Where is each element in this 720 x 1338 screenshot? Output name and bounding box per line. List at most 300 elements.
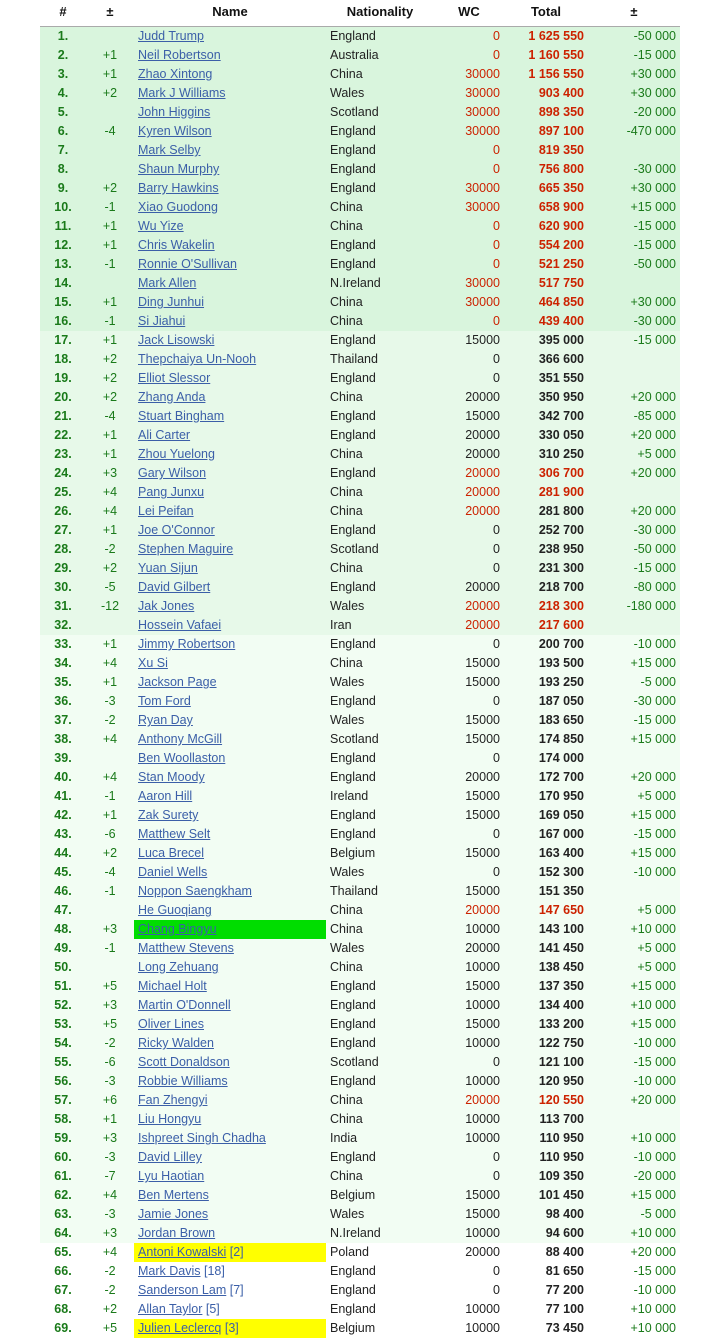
cell-wc: 30000 — [434, 293, 504, 312]
cell-rank: 55. — [40, 1053, 86, 1072]
cell-name — [134, 1224, 326, 1243]
cell-nat: England — [326, 749, 434, 768]
cell-delta: +20 000 — [588, 1243, 680, 1262]
cell-move: +1 — [86, 65, 134, 84]
cell-total: 169 050 — [504, 806, 588, 825]
cell-rank: 29. — [40, 559, 86, 578]
cell-wc: 30000 — [434, 103, 504, 122]
cell-delta: +15 000 — [588, 654, 680, 673]
player-link[interactable]: Pang Junxu — [138, 485, 204, 499]
cell-move: +1 — [86, 673, 134, 692]
cell-name — [134, 920, 326, 939]
player-link[interactable]: Chris Wakelin — [138, 238, 215, 252]
cell-name — [134, 483, 326, 502]
cell-move — [86, 160, 134, 179]
cell-total: 110 950 — [504, 1148, 588, 1167]
cell-nat: China — [326, 217, 434, 236]
cell-wc: 15000 — [434, 1205, 504, 1224]
column-header-total: Total — [504, 0, 588, 27]
player-link[interactable]: Yuan Sijun — [138, 561, 198, 575]
cell-total: 101 450 — [504, 1186, 588, 1205]
cell-name — [134, 293, 326, 312]
table-row — [40, 1015, 680, 1034]
cell-delta: +30 000 — [588, 65, 680, 84]
cell-nat: China — [326, 388, 434, 407]
cell-total: 134 400 — [504, 996, 588, 1015]
player-link[interactable]: Wu Yize — [138, 219, 184, 233]
player-link[interactable]: He Guoqiang — [138, 903, 212, 917]
cell-wc: 0 — [434, 141, 504, 160]
player-link[interactable]: David Lilley — [138, 1150, 202, 1164]
cell-rank: 34. — [40, 654, 86, 673]
player-link[interactable]: Mark Selby — [138, 143, 201, 157]
cell-delta: +10 000 — [588, 1224, 680, 1243]
cell-wc: 20000 — [434, 1091, 504, 1110]
cell-name — [134, 502, 326, 521]
player-link[interactable]: Mark Davis — [138, 1264, 201, 1278]
player-link[interactable]: Lyu Haotian — [138, 1169, 204, 1183]
cell-delta: -470 000 — [588, 122, 680, 141]
cell-total: 141 450 — [504, 939, 588, 958]
player-link[interactable]: Jimmy Robertson — [138, 637, 235, 651]
cell-name — [134, 863, 326, 882]
cell-move — [86, 901, 134, 920]
cell-move: +5 — [86, 1319, 134, 1338]
column-header-name: Name — [134, 0, 326, 27]
cell-rank: 16. — [40, 312, 86, 331]
player-link[interactable]: Thepchaiya Un-Nooh — [138, 352, 256, 366]
cell-name — [134, 1281, 326, 1300]
player-link[interactable]: Fan Zhengyi — [138, 1093, 207, 1107]
cell-rank: 40. — [40, 768, 86, 787]
player-link[interactable]: Ali Carter — [138, 428, 190, 442]
cell-move: +1 — [86, 635, 134, 654]
cell-name — [134, 635, 326, 654]
cell-delta: +15 000 — [588, 844, 680, 863]
player-link[interactable]: Sanderson Lam — [138, 1283, 226, 1297]
cell-rank: 10. — [40, 198, 86, 217]
player-link[interactable]: Ronnie O'Sullivan — [138, 257, 237, 271]
cell-name — [134, 388, 326, 407]
cell-rank: 11. — [40, 217, 86, 236]
cell-delta: +20 000 — [588, 388, 680, 407]
player-link[interactable]: Mark Allen — [138, 276, 196, 290]
cell-wc: 15000 — [434, 787, 504, 806]
cell-name — [134, 1167, 326, 1186]
cell-move: -4 — [86, 863, 134, 882]
player-link[interactable]: Long Zehuang — [138, 960, 219, 974]
cell-nat: China — [326, 502, 434, 521]
cell-total: 88 400 — [504, 1243, 588, 1262]
player-ref-number[interactable]: [2] — [226, 1245, 243, 1259]
cell-name — [134, 749, 326, 768]
player-link[interactable]: Anthony McGill — [138, 732, 222, 746]
cell-total: 98 400 — [504, 1205, 588, 1224]
cell-move: -4 — [86, 407, 134, 426]
table-row — [40, 863, 680, 882]
player-link[interactable]: Aaron Hill — [138, 789, 192, 803]
column-header-delta: ± — [588, 0, 680, 27]
player-link[interactable]: David Gilbert — [138, 580, 210, 594]
table-row — [40, 882, 680, 901]
player-link[interactable]: Judd Trump — [138, 29, 204, 43]
table-row — [40, 521, 680, 540]
player-link[interactable]: Antoni Kowalski — [138, 1245, 226, 1259]
player-link[interactable]: Liu Hongyu — [138, 1112, 201, 1126]
cell-name — [134, 369, 326, 388]
player-link[interactable]: Barry Hawkins — [138, 181, 219, 195]
player-link[interactable]: Daniel Wells — [138, 865, 207, 879]
player-link[interactable]: John Higgins — [138, 105, 210, 119]
player-link[interactable]: Jak Jones — [138, 599, 194, 613]
cell-rank: 6. — [40, 122, 86, 141]
cell-rank: 37. — [40, 711, 86, 730]
cell-nat: Ireland — [326, 787, 434, 806]
cell-rank: 22. — [40, 426, 86, 445]
cell-wc: 15000 — [434, 1015, 504, 1034]
cell-total: 756 800 — [504, 160, 588, 179]
cell-rank: 52. — [40, 996, 86, 1015]
table-row — [40, 920, 680, 939]
player-link[interactable]: Martin O'Donnell — [138, 998, 231, 1012]
player-link[interactable]: Jackson Page — [138, 675, 217, 689]
player-ref-number[interactable]: [7] — [226, 1283, 243, 1297]
cell-move: -2 — [86, 711, 134, 730]
table-row — [40, 27, 680, 47]
cell-delta: +15 000 — [588, 977, 680, 996]
cell-wc: 10000 — [434, 1129, 504, 1148]
cell-name — [134, 1243, 326, 1262]
table-row — [40, 426, 680, 445]
player-link[interactable]: Zhang Anda — [138, 390, 205, 404]
cell-move: +4 — [86, 1243, 134, 1262]
cell-name — [134, 1262, 326, 1281]
cell-move: +1 — [86, 217, 134, 236]
cell-name — [134, 122, 326, 141]
cell-total: 366 600 — [504, 350, 588, 369]
cell-rank: 25. — [40, 483, 86, 502]
player-link[interactable]: Hossein Vafaei — [138, 618, 221, 632]
player-link[interactable]: Scott Donaldson — [138, 1055, 230, 1069]
cell-delta: -30 000 — [588, 692, 680, 711]
cell-move: +2 — [86, 369, 134, 388]
cell-wc: 20000 — [434, 464, 504, 483]
cell-wc: 0 — [434, 1281, 504, 1300]
cell-rank: 67. — [40, 1281, 86, 1300]
cell-wc: 30000 — [434, 274, 504, 293]
cell-name — [134, 331, 326, 350]
table-row — [40, 673, 680, 692]
cell-total: 252 700 — [504, 521, 588, 540]
cell-total: 218 300 — [504, 597, 588, 616]
cell-name — [134, 255, 326, 274]
player-link[interactable]: Jamie Jones — [138, 1207, 208, 1221]
cell-wc: 20000 — [434, 578, 504, 597]
cell-rank: 7. — [40, 141, 86, 160]
cell-delta: +30 000 — [588, 84, 680, 103]
table-row — [40, 1167, 680, 1186]
table-row — [40, 692, 680, 711]
cell-wc: 30000 — [434, 65, 504, 84]
cell-name — [134, 958, 326, 977]
player-link[interactable]: Matthew Selt — [138, 827, 210, 841]
cell-name — [134, 977, 326, 996]
cell-delta: -30 000 — [588, 312, 680, 331]
table-row — [40, 768, 680, 787]
cell-name — [134, 464, 326, 483]
cell-rank: 28. — [40, 540, 86, 559]
player-link[interactable]: Jordan Brown — [138, 1226, 215, 1240]
player-link[interactable]: Noppon Saengkham — [138, 884, 252, 898]
table-row — [40, 141, 680, 160]
cell-rank: 45. — [40, 863, 86, 882]
cell-wc: 20000 — [434, 502, 504, 521]
cell-rank: 33. — [40, 635, 86, 654]
cell-total: 77 100 — [504, 1300, 588, 1319]
cell-rank: 58. — [40, 1110, 86, 1129]
table-row — [40, 806, 680, 825]
player-link[interactable]: Michael Holt — [138, 979, 207, 993]
cell-move — [86, 274, 134, 293]
player-link[interactable]: Jack Lisowski — [138, 333, 214, 347]
cell-move: -6 — [86, 1053, 134, 1072]
player-link[interactable]: Chang Bingyu — [138, 922, 217, 936]
player-link[interactable]: Mark J Williams — [138, 86, 226, 100]
cell-delta: +5 000 — [588, 939, 680, 958]
cell-delta: +20 000 — [588, 502, 680, 521]
cell-move: -3 — [86, 1072, 134, 1091]
player-link[interactable]: Luca Brecel — [138, 846, 204, 860]
player-link[interactable]: Joe O'Connor — [138, 523, 215, 537]
cell-total: 187 050 — [504, 692, 588, 711]
cell-nat: England — [326, 1072, 434, 1091]
cell-delta: +10 000 — [588, 996, 680, 1015]
cell-move: -2 — [86, 1262, 134, 1281]
cell-nat: England — [326, 236, 434, 255]
player-ref-number[interactable]: [3] — [221, 1321, 238, 1335]
table-row — [40, 654, 680, 673]
table-row — [40, 1243, 680, 1262]
cell-delta: +5 000 — [588, 958, 680, 977]
cell-wc: 10000 — [434, 1110, 504, 1129]
table-row — [40, 502, 680, 521]
player-link[interactable]: Stephen Maguire — [138, 542, 233, 556]
cell-total: 137 350 — [504, 977, 588, 996]
cell-delta: +20 000 — [588, 1091, 680, 1110]
cell-total: 819 350 — [504, 141, 588, 160]
player-link[interactable]: Ishpreet Singh Chadha — [138, 1131, 266, 1145]
cell-delta: +30 000 — [588, 293, 680, 312]
cell-name — [134, 350, 326, 369]
cell-delta: +15 000 — [588, 198, 680, 217]
player-link[interactable]: Lei Peifan — [138, 504, 194, 518]
cell-name — [134, 426, 326, 445]
cell-rank: 68. — [40, 1300, 86, 1319]
cell-delta: -50 000 — [588, 27, 680, 47]
cell-move: +3 — [86, 1224, 134, 1243]
player-link[interactable]: Tom Ford — [138, 694, 191, 708]
cell-rank: 62. — [40, 1186, 86, 1205]
table-row — [40, 255, 680, 274]
cell-wc: 15000 — [434, 711, 504, 730]
cell-name — [134, 1129, 326, 1148]
cell-total: 231 300 — [504, 559, 588, 578]
player-link[interactable]: Neil Robertson — [138, 48, 221, 62]
cell-total: 94 600 — [504, 1224, 588, 1243]
table-row — [40, 844, 680, 863]
player-ref-number[interactable]: [18] — [201, 1264, 225, 1278]
table-row — [40, 1319, 680, 1338]
cell-delta: +5 000 — [588, 787, 680, 806]
cell-wc: 10000 — [434, 958, 504, 977]
table-row — [40, 217, 680, 236]
cell-nat: Scotland — [326, 103, 434, 122]
cell-delta: -15 000 — [588, 46, 680, 65]
cell-total: 121 100 — [504, 1053, 588, 1072]
cell-wc: 0 — [434, 236, 504, 255]
cell-delta: +10 000 — [588, 1319, 680, 1338]
cell-wc: 0 — [434, 350, 504, 369]
player-link[interactable]: Kyren Wilson — [138, 124, 212, 138]
cell-delta — [588, 141, 680, 160]
table-row — [40, 445, 680, 464]
cell-total: 110 950 — [504, 1129, 588, 1148]
cell-rank: 30. — [40, 578, 86, 597]
cell-wc: 20000 — [434, 388, 504, 407]
cell-total: 77 200 — [504, 1281, 588, 1300]
cell-name — [134, 654, 326, 673]
cell-rank: 20. — [40, 388, 86, 407]
player-link[interactable]: Ryan Day — [138, 713, 193, 727]
cell-move: +1 — [86, 236, 134, 255]
cell-name — [134, 730, 326, 749]
cell-total: 350 950 — [504, 388, 588, 407]
cell-rank: 41. — [40, 787, 86, 806]
cell-move: +2 — [86, 1300, 134, 1319]
cell-move: +1 — [86, 445, 134, 464]
cell-move: -3 — [86, 1205, 134, 1224]
cell-rank: 19. — [40, 369, 86, 388]
cell-nat: China — [326, 1110, 434, 1129]
player-link[interactable]: Stuart Bingham — [138, 409, 224, 423]
cell-rank: 14. — [40, 274, 86, 293]
cell-delta: -10 000 — [588, 1148, 680, 1167]
player-link[interactable]: Robbie Williams — [138, 1074, 228, 1088]
cell-move — [86, 749, 134, 768]
player-link[interactable]: Elliot Slessor — [138, 371, 210, 385]
cell-nat: China — [326, 1091, 434, 1110]
cell-wc: 15000 — [434, 407, 504, 426]
cell-wc: 15000 — [434, 882, 504, 901]
cell-rank: 49. — [40, 939, 86, 958]
cell-wc: 0 — [434, 1053, 504, 1072]
player-link[interactable]: Ricky Walden — [138, 1036, 214, 1050]
player-link[interactable]: Si Jiahui — [138, 314, 185, 328]
cell-delta: +20 000 — [588, 464, 680, 483]
player-link[interactable]: Julien Leclercq — [138, 1321, 221, 1335]
player-link[interactable]: Xu Si — [138, 656, 168, 670]
cell-rank: 2. — [40, 46, 86, 65]
cell-name — [134, 692, 326, 711]
cell-wc: 15000 — [434, 844, 504, 863]
player-link[interactable]: Ben Woollaston — [138, 751, 225, 765]
cell-delta: -50 000 — [588, 255, 680, 274]
player-link[interactable]: Stan Moody — [138, 770, 205, 784]
cell-total: 133 200 — [504, 1015, 588, 1034]
cell-nat: Wales — [326, 84, 434, 103]
cell-name — [134, 787, 326, 806]
cell-delta: -10 000 — [588, 635, 680, 654]
cell-total: 281 800 — [504, 502, 588, 521]
cell-wc: 0 — [434, 255, 504, 274]
cell-total: 174 850 — [504, 730, 588, 749]
cell-move: -1 — [86, 882, 134, 901]
player-link[interactable]: Zhao Xintong — [138, 67, 212, 81]
cell-name — [134, 1053, 326, 1072]
cell-nat: England — [326, 1034, 434, 1053]
player-link[interactable]: Gary Wilson — [138, 466, 206, 480]
cell-move: -12 — [86, 597, 134, 616]
player-link[interactable]: Zhou Yuelong — [138, 447, 215, 461]
cell-total: 658 900 — [504, 198, 588, 217]
cell-total: 151 350 — [504, 882, 588, 901]
player-link[interactable]: Allan Taylor — [138, 1302, 202, 1316]
cell-total: 238 950 — [504, 540, 588, 559]
cell-nat: England — [326, 578, 434, 597]
cell-move: -2 — [86, 540, 134, 559]
player-link[interactable]: Oliver Lines — [138, 1017, 204, 1031]
player-link[interactable]: Ben Mertens — [138, 1188, 209, 1202]
cell-total: 1 160 550 — [504, 46, 588, 65]
cell-total: 1 156 550 — [504, 65, 588, 84]
cell-delta: -10 000 — [588, 863, 680, 882]
cell-rank: 43. — [40, 825, 86, 844]
cell-nat: Belgium — [326, 1186, 434, 1205]
cell-name — [134, 1148, 326, 1167]
table-row — [40, 274, 680, 293]
cell-rank: 61. — [40, 1167, 86, 1186]
cell-nat: China — [326, 559, 434, 578]
cell-rank: 27. — [40, 521, 86, 540]
cell-name — [134, 407, 326, 426]
player-ref-number[interactable]: [5] — [202, 1302, 219, 1316]
cell-delta: +15 000 — [588, 730, 680, 749]
cell-move: +1 — [86, 521, 134, 540]
cell-delta: +15 000 — [588, 1186, 680, 1205]
cell-move: +4 — [86, 1186, 134, 1205]
cell-nat: N.Ireland — [326, 1224, 434, 1243]
cell-wc: 10000 — [434, 1319, 504, 1338]
player-link[interactable]: Zak Surety — [138, 808, 198, 822]
table-row — [40, 1072, 680, 1091]
player-link[interactable]: Shaun Murphy — [138, 162, 219, 176]
player-link[interactable]: Ding Junhui — [138, 295, 204, 309]
table-row — [40, 179, 680, 198]
cell-move: -1 — [86, 198, 134, 217]
cell-move: +5 — [86, 1015, 134, 1034]
table-row — [40, 825, 680, 844]
cell-wc: 0 — [434, 559, 504, 578]
cell-name — [134, 540, 326, 559]
player-link[interactable]: Matthew Stevens — [138, 941, 234, 955]
cell-wc: 0 — [434, 635, 504, 654]
cell-total: 170 950 — [504, 787, 588, 806]
cell-name — [134, 1186, 326, 1205]
cell-name — [134, 1205, 326, 1224]
table-row — [40, 1186, 680, 1205]
cell-name — [134, 217, 326, 236]
player-link[interactable]: Xiao Guodong — [138, 200, 218, 214]
